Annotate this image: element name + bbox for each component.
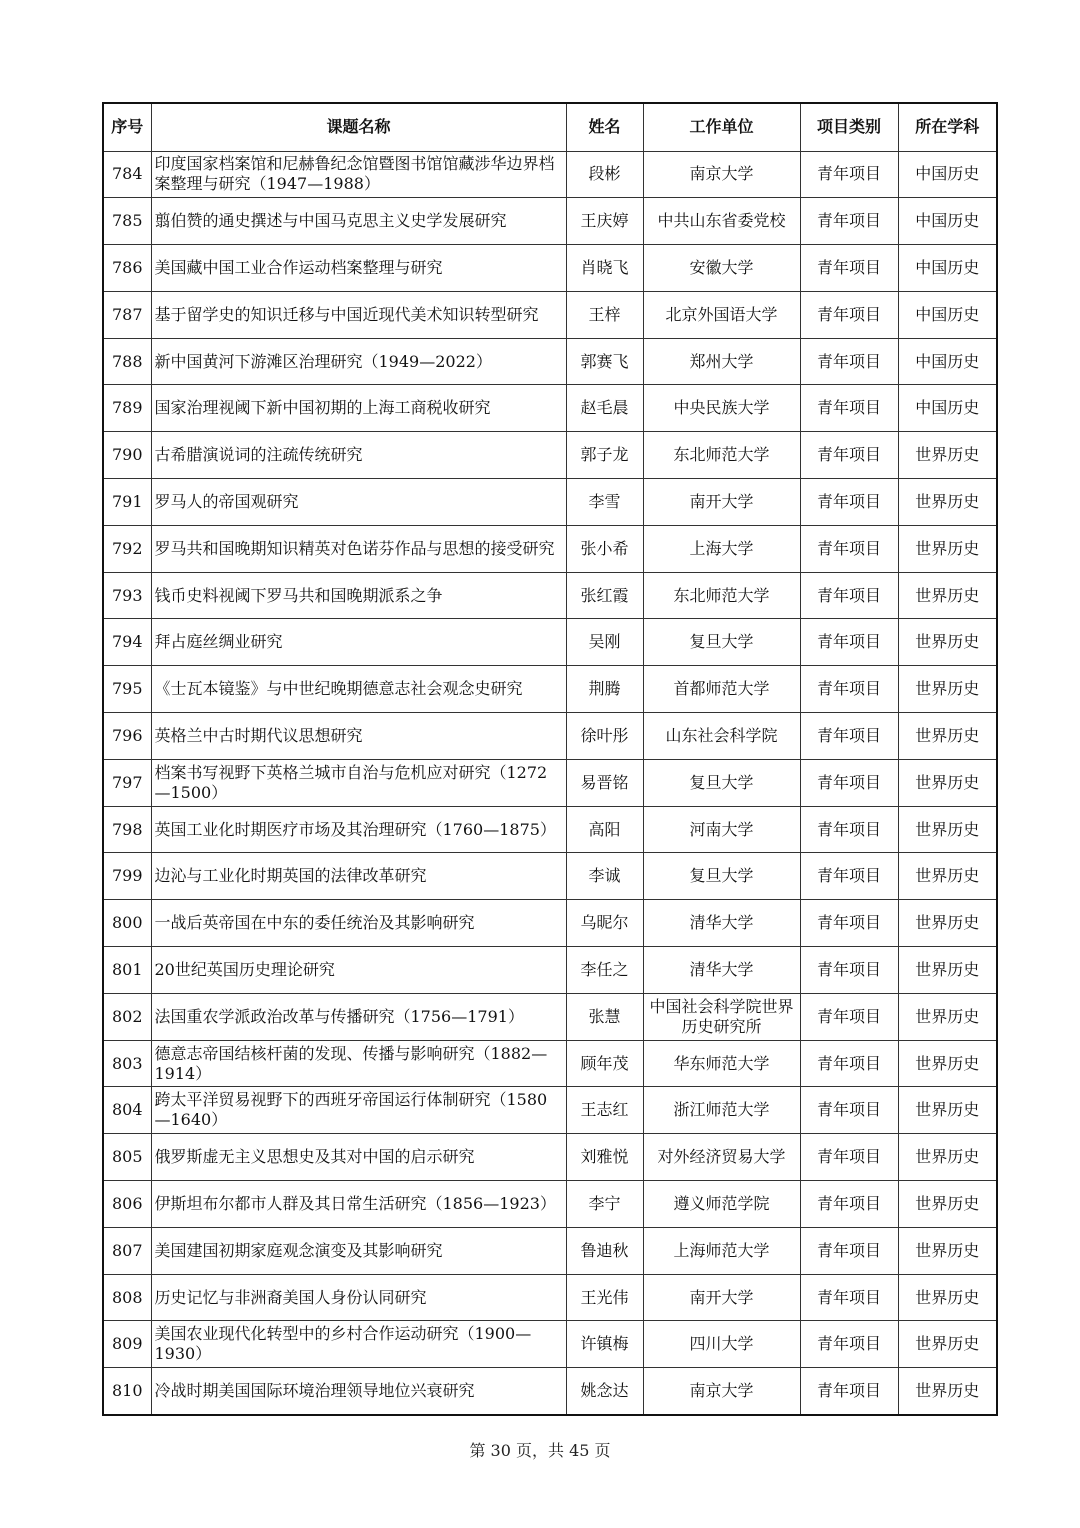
cell-unit: 浙江师范大学 [643, 1087, 800, 1134]
cell-unit: 首都师范大学 [643, 666, 800, 713]
table-row [103, 759, 997, 806]
cell-title: 基于留学史的知识迁移与中国近现代美术知识转型研究 [151, 291, 566, 338]
header-unit: 工作单位 [643, 103, 800, 151]
cell-subject: 世界历史 [898, 900, 997, 947]
cell-no: 791 [103, 479, 151, 526]
cell-name: 王志红 [566, 1087, 643, 1134]
header-type: 项目类别 [800, 103, 898, 151]
cell-title: 历史记忆与非洲裔美国人身份认同研究 [151, 1274, 566, 1321]
cell-no: 785 [103, 198, 151, 245]
cell-subject: 世界历史 [898, 759, 997, 806]
cell-subject: 世界历史 [898, 853, 997, 900]
cell-name: 赵毛晨 [566, 385, 643, 432]
cell-subject: 世界历史 [898, 1227, 997, 1274]
header-title: 课题名称 [151, 103, 566, 151]
cell-name: 李雪 [566, 479, 643, 526]
cell-unit: 中共山东省委党校 [643, 198, 800, 245]
cell-no: 786 [103, 245, 151, 292]
cell-type: 青年项目 [800, 525, 898, 572]
cell-no: 807 [103, 1227, 151, 1274]
table-row [103, 338, 997, 385]
cell-type: 青年项目 [800, 713, 898, 760]
cell-title: 拜占庭丝绸业研究 [151, 619, 566, 666]
cell-name: 鲁迪秋 [566, 1227, 643, 1274]
cell-type: 青年项目 [800, 338, 898, 385]
table-row [103, 198, 997, 245]
cell-title: 罗马共和国晚期知识精英对色诺芬作品与思想的接受研究 [151, 525, 566, 572]
cell-name: 刘雅悦 [566, 1134, 643, 1181]
cell-unit: 复旦大学 [643, 759, 800, 806]
table-row [103, 713, 997, 760]
cell-type: 青年项目 [800, 385, 898, 432]
cell-title: 罗马人的帝国观研究 [151, 479, 566, 526]
cell-type: 青年项目 [800, 993, 898, 1040]
cell-unit: 遵义师范学院 [643, 1181, 800, 1228]
table-row [103, 525, 997, 572]
cell-unit: 清华大学 [643, 900, 800, 947]
cell-name: 段彬 [566, 151, 643, 198]
cell-no: 793 [103, 572, 151, 619]
cell-unit: 上海师范大学 [643, 1227, 800, 1274]
cell-title: 钱币史料视阈下罗马共和国晚期派系之争 [151, 572, 566, 619]
cell-subject: 世界历史 [898, 432, 997, 479]
table-row [103, 385, 997, 432]
cell-subject: 世界历史 [898, 1181, 997, 1228]
cell-no: 797 [103, 759, 151, 806]
cell-name: 姚念达 [566, 1368, 643, 1415]
cell-name: 李诚 [566, 853, 643, 900]
cell-no: 809 [103, 1321, 151, 1368]
cell-title: 《士瓦本镜鉴》与中世纪晚期德意志社会观念史研究 [151, 666, 566, 713]
cell-type: 青年项目 [800, 806, 898, 853]
cell-unit: 清华大学 [643, 947, 800, 994]
table-row [103, 1227, 997, 1274]
cell-unit: 复旦大学 [643, 619, 800, 666]
table-row [103, 1040, 997, 1087]
cell-type: 青年项目 [800, 245, 898, 292]
cell-title: 俄罗斯虚无主义思想史及其对中国的启示研究 [151, 1134, 566, 1181]
cell-subject: 世界历史 [898, 947, 997, 994]
table-row [103, 1087, 997, 1134]
cell-name: 肖晓飞 [566, 245, 643, 292]
cell-type: 青年项目 [800, 1321, 898, 1368]
cell-title: 档案书写视野下英格兰城市自治与危机应对研究（1272—1500） [151, 759, 566, 806]
cell-type: 青年项目 [800, 291, 898, 338]
cell-title: 伊斯坦布尔都市人群及其日常生活研究（1856—1923） [151, 1181, 566, 1228]
cell-subject: 世界历史 [898, 993, 997, 1040]
cell-subject: 中国历史 [898, 291, 997, 338]
cell-name: 荆腾 [566, 666, 643, 713]
cell-name: 王庆婷 [566, 198, 643, 245]
cell-type: 青年项目 [800, 619, 898, 666]
cell-no: 796 [103, 713, 151, 760]
cell-name: 张小希 [566, 525, 643, 572]
cell-unit: 南京大学 [643, 151, 800, 198]
table-row [103, 245, 997, 292]
cell-type: 青年项目 [800, 572, 898, 619]
cell-subject: 中国历史 [898, 198, 997, 245]
cell-subject: 世界历史 [898, 619, 997, 666]
header-row [103, 103, 997, 151]
cell-unit: 东北师范大学 [643, 432, 800, 479]
cell-type: 青年项目 [800, 1040, 898, 1087]
cell-name: 王光伟 [566, 1274, 643, 1321]
cell-name: 王梓 [566, 291, 643, 338]
cell-unit: 山东社会科学院 [643, 713, 800, 760]
table-row [103, 853, 997, 900]
cell-subject: 中国历史 [898, 151, 997, 198]
header-no: 序号 [103, 103, 151, 151]
cell-type: 青年项目 [800, 1134, 898, 1181]
table-row [103, 291, 997, 338]
cell-title: 新中国黄河下游滩区治理研究（1949—2022） [151, 338, 566, 385]
cell-no: 788 [103, 338, 151, 385]
cell-name: 张慧 [566, 993, 643, 1040]
table-row [103, 1274, 997, 1321]
cell-name: 乌昵尔 [566, 900, 643, 947]
cell-name: 高阳 [566, 806, 643, 853]
cell-no: 784 [103, 151, 151, 198]
cell-no: 789 [103, 385, 151, 432]
table-row [103, 572, 997, 619]
cell-subject: 世界历史 [898, 666, 997, 713]
cell-type: 青年项目 [800, 666, 898, 713]
cell-unit: 上海大学 [643, 525, 800, 572]
cell-type: 青年项目 [800, 479, 898, 526]
cell-no: 804 [103, 1087, 151, 1134]
table-row [103, 1181, 997, 1228]
cell-type: 青年项目 [800, 759, 898, 806]
cell-unit: 南京大学 [643, 1368, 800, 1415]
cell-title: 一战后英帝国在中东的委任统治及其影响研究 [151, 900, 566, 947]
cell-name: 郭子龙 [566, 432, 643, 479]
cell-type: 青年项目 [800, 1274, 898, 1321]
cell-unit: 中国社会科学院世界历史研究所 [643, 993, 800, 1040]
cell-unit: 南开大学 [643, 479, 800, 526]
cell-title: 印度国家档案馆和尼赫鲁纪念馆暨图书馆馆藏涉华边界档案整理与研究（1947—1988） [151, 151, 566, 198]
table-row [103, 619, 997, 666]
table-row [103, 1134, 997, 1181]
cell-no: 787 [103, 291, 151, 338]
table-body [103, 151, 997, 1415]
cell-title: 法国重农学派政治改革与传播研究（1756—1791） [151, 993, 566, 1040]
cell-subject: 世界历史 [898, 1134, 997, 1181]
project-table [102, 102, 998, 1416]
cell-title: 美国农业现代化转型中的乡村合作运动研究（1900—1930） [151, 1321, 566, 1368]
table-header [103, 103, 997, 151]
cell-subject: 世界历史 [898, 1087, 997, 1134]
cell-title: 冷战时期美国国际环境治理领导地位兴衰研究 [151, 1368, 566, 1415]
cell-name: 许镇梅 [566, 1321, 643, 1368]
table-row [103, 1321, 997, 1368]
table-row [103, 993, 997, 1040]
cell-no: 794 [103, 619, 151, 666]
header-subject: 所在学科 [898, 103, 997, 151]
cell-title: 翦伯赞的通史撰述与中国马克思主义史学发展研究 [151, 198, 566, 245]
cell-name: 李任之 [566, 947, 643, 994]
cell-title: 美国建国初期家庭观念演变及其影响研究 [151, 1227, 566, 1274]
table-row [103, 947, 997, 994]
cell-name: 郭赛飞 [566, 338, 643, 385]
cell-name: 徐叶彤 [566, 713, 643, 760]
cell-name: 顾年茂 [566, 1040, 643, 1087]
cell-no: 802 [103, 993, 151, 1040]
cell-no: 805 [103, 1134, 151, 1181]
cell-no: 790 [103, 432, 151, 479]
cell-no: 801 [103, 947, 151, 994]
cell-unit: 东北师范大学 [643, 572, 800, 619]
cell-title: 英国工业化时期医疗市场及其治理研究（1760—1875） [151, 806, 566, 853]
cell-no: 792 [103, 525, 151, 572]
cell-unit: 华东师范大学 [643, 1040, 800, 1087]
cell-type: 青年项目 [800, 1181, 898, 1228]
cell-title: 20世纪英国历史理论研究 [151, 947, 566, 994]
cell-subject: 世界历史 [898, 1274, 997, 1321]
cell-type: 青年项目 [800, 1368, 898, 1415]
cell-unit: 北京外国语大学 [643, 291, 800, 338]
table-row [103, 900, 997, 947]
cell-no: 810 [103, 1368, 151, 1415]
cell-type: 青年项目 [800, 853, 898, 900]
cell-title: 国家治理视阈下新中国初期的上海工商税收研究 [151, 385, 566, 432]
cell-title: 古希腊演说词的注疏传统研究 [151, 432, 566, 479]
cell-title: 边沁与工业化时期英国的法律改革研究 [151, 853, 566, 900]
cell-subject: 世界历史 [898, 572, 997, 619]
table-row [103, 806, 997, 853]
cell-subject: 中国历史 [898, 385, 997, 432]
cell-unit: 安徽大学 [643, 245, 800, 292]
cell-no: 800 [103, 900, 151, 947]
page-footer: 第 30 页，共 45 页 [469, 1441, 611, 1460]
cell-no: 798 [103, 806, 151, 853]
cell-unit: 对外经济贸易大学 [643, 1134, 800, 1181]
cell-subject: 世界历史 [898, 1321, 997, 1368]
cell-name: 易晋铭 [566, 759, 643, 806]
cell-name: 吴刚 [566, 619, 643, 666]
cell-name: 张红霞 [566, 572, 643, 619]
cell-no: 806 [103, 1181, 151, 1228]
cell-title: 跨太平洋贸易视野下的西班牙帝国运行体制研究（1580—1640） [151, 1087, 566, 1134]
cell-no: 799 [103, 853, 151, 900]
cell-title: 德意志帝国结核杆菌的发现、传播与影响研究（1882—1914） [151, 1040, 566, 1087]
cell-unit: 四川大学 [643, 1321, 800, 1368]
cell-title: 英格兰中古时期代议思想研究 [151, 713, 566, 760]
cell-type: 青年项目 [800, 1227, 898, 1274]
cell-type: 青年项目 [800, 151, 898, 198]
cell-subject: 世界历史 [898, 525, 997, 572]
cell-unit: 郑州大学 [643, 338, 800, 385]
cell-type: 青年项目 [800, 1087, 898, 1134]
header-name: 姓名 [566, 103, 643, 151]
table-row [103, 151, 997, 198]
cell-unit: 中央民族大学 [643, 385, 800, 432]
table-row [103, 1368, 997, 1415]
cell-subject: 世界历史 [898, 1368, 997, 1415]
table-row [103, 666, 997, 713]
cell-subject: 世界历史 [898, 713, 997, 760]
cell-unit: 河南大学 [643, 806, 800, 853]
table-row [103, 432, 997, 479]
cell-no: 808 [103, 1274, 151, 1321]
cell-type: 青年项目 [800, 900, 898, 947]
cell-subject: 世界历史 [898, 806, 997, 853]
cell-type: 青年项目 [800, 198, 898, 245]
cell-subject: 中国历史 [898, 338, 997, 385]
table-row [103, 479, 997, 526]
cell-subject: 世界历史 [898, 1040, 997, 1087]
cell-no: 803 [103, 1040, 151, 1087]
cell-subject: 世界历史 [898, 479, 997, 526]
cell-unit: 南开大学 [643, 1274, 800, 1321]
cell-type: 青年项目 [800, 432, 898, 479]
cell-subject: 中国历史 [898, 245, 997, 292]
cell-no: 795 [103, 666, 151, 713]
cell-type: 青年项目 [800, 947, 898, 994]
cell-name: 李宁 [566, 1181, 643, 1228]
cell-unit: 复旦大学 [643, 853, 800, 900]
cell-title: 美国藏中国工业合作运动档案整理与研究 [151, 245, 566, 292]
